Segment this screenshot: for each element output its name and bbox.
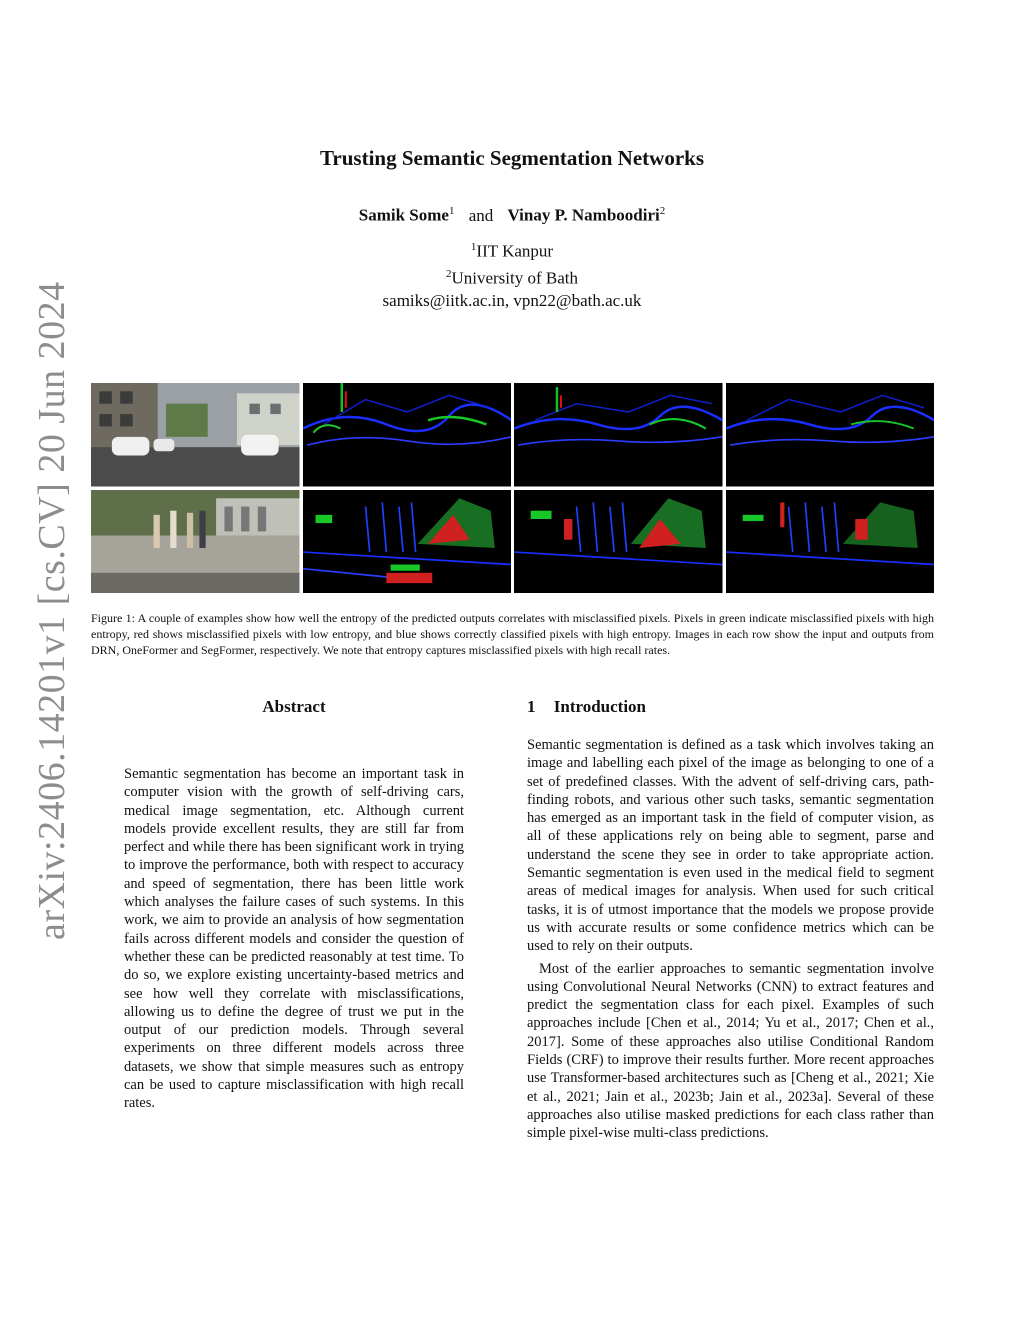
arxiv-stamp: arXiv:2406.14201v1 [cs.CV] 20 Jun 2024 — [31, 281, 73, 940]
paper-title: Trusting Semantic Segmentation Networks — [319, 146, 704, 170]
affiliation-2 — [0, 263, 1024, 290]
figure-row2-drn-output — [303, 490, 512, 594]
author-1-sup: 1 — [448, 205, 455, 217]
figure-row2-segformer-output — [726, 490, 935, 594]
section-1-number: 1 — [527, 697, 536, 716]
figure-row2-input-image — [91, 490, 300, 594]
abstract-text: Semantic segmentation has become an important task in computer vision with the growth of self-driving cars, medical image segmentation, etc. Although current models provide excellent results, they are still far from perfect and while there has been significant work in trying to improve the performance, both with respect to accuracy and speed of segmentation, there has been little work which analyses the failure cases of such systems. In this work, we aim to provide an analysis of how segmentation fails across different models and consider the question of whether these can be predicted reasonably at test time. To do so, we explore existing uncertainty-based metrics and see how well they correlate with misclassifications, allowing us to define the degree of trust we put in the output of our prediction models. Through several experiments on three different models across three datasets, we show that simple measures such as entropy can be used to capture misclassification with high recall rates. — [124, 766, 464, 1112]
author-line — [0, 205, 1024, 226]
figure-1 — [91, 383, 934, 593]
affiliation-1-sup: 1 — [470, 241, 477, 253]
author-joiner: and — [468, 205, 494, 225]
affiliation-1 — [0, 236, 1024, 263]
figure-row1-segformer-output — [726, 383, 935, 487]
abstract-body — [124, 765, 464, 1113]
introduction-body — [527, 736, 934, 1143]
abstract-heading: Abstract — [262, 697, 326, 716]
section-1-title: Introduction — [553, 697, 647, 716]
author-2-sup: 2 — [659, 205, 666, 217]
intro-paragraph-1: Semantic segmentation is defined as a task which involves taking an image and labelling each pixel of the image as belonging to one of a set of predefined classes. With the advent of self-driving cars, path-finding robots, and various other such tasks, semantic segmentation has emerged as an important task in the field of computer vision, as all of these applications rely on being able to segment, parse and understand the scene they see in order to take appropriate action. Semantic segmentation is even used in the medical field to segment areas of medical images for analysis. When used for such critical tasks, it is of utmost importance that the models we propose provide us with accurate results or some confidence metrics which can be used to rely on their outputs. — [527, 737, 934, 955]
affiliation-2-text: University of Bath — [451, 268, 579, 288]
figure-row1-input-image — [91, 383, 300, 487]
figure-row1-drn-output — [303, 383, 512, 487]
author-2-name: Vinay P. Namboodiri — [507, 205, 660, 225]
affiliations — [0, 236, 1024, 312]
affiliation-2-sup: 2 — [445, 267, 452, 280]
section-1-heading — [527, 697, 646, 717]
affiliation-1-text: IIT Kanpur — [476, 241, 554, 261]
author-emails: samiks@iitk.ac.in, vpn22@bath.ac.uk — [382, 291, 642, 311]
figure-row2-oneformer-output — [514, 490, 723, 594]
author-1-name: Samik Some — [358, 205, 449, 225]
intro-paragraph-2: Most of the earlier approaches to semantic segmentation involve using Convolutional Neural Networks (CNN) to extract features and predict the segmentation class for each pixel. Examples of such approaches include [Chen et al., 2014; Yu et al., 2017; Chen et al., 2017]. Some of these approaches also utilise Conditional Random Fields (CRF) to improve their results further. More recent approaches use Transformer-based architectures such as [Cheng et al., 2021; Xie et al., 2021; Jain et al., 2023b; Jain et al., 2023a]. Several of these approaches also utilise masked predictions for each class rather than simple pixel-wise multi-class predictions. — [527, 960, 934, 1142]
figure-row1-oneformer-output — [514, 383, 723, 487]
figure-1-caption: Figure 1: A couple of examples show how well the entropy of the predicted outputs correlates with misclassified pixels. Pixels in green indicate misclassified pixels with high entropy, red shows misclassified pixels with low entropy, and blue shows correctly classified pixels with high entropy. Images in each row show the input and outputs from DRN, OneFormer and SegFormer, respectively. We note that entropy captures misclassified pixels with high recall rates. — [91, 611, 934, 657]
